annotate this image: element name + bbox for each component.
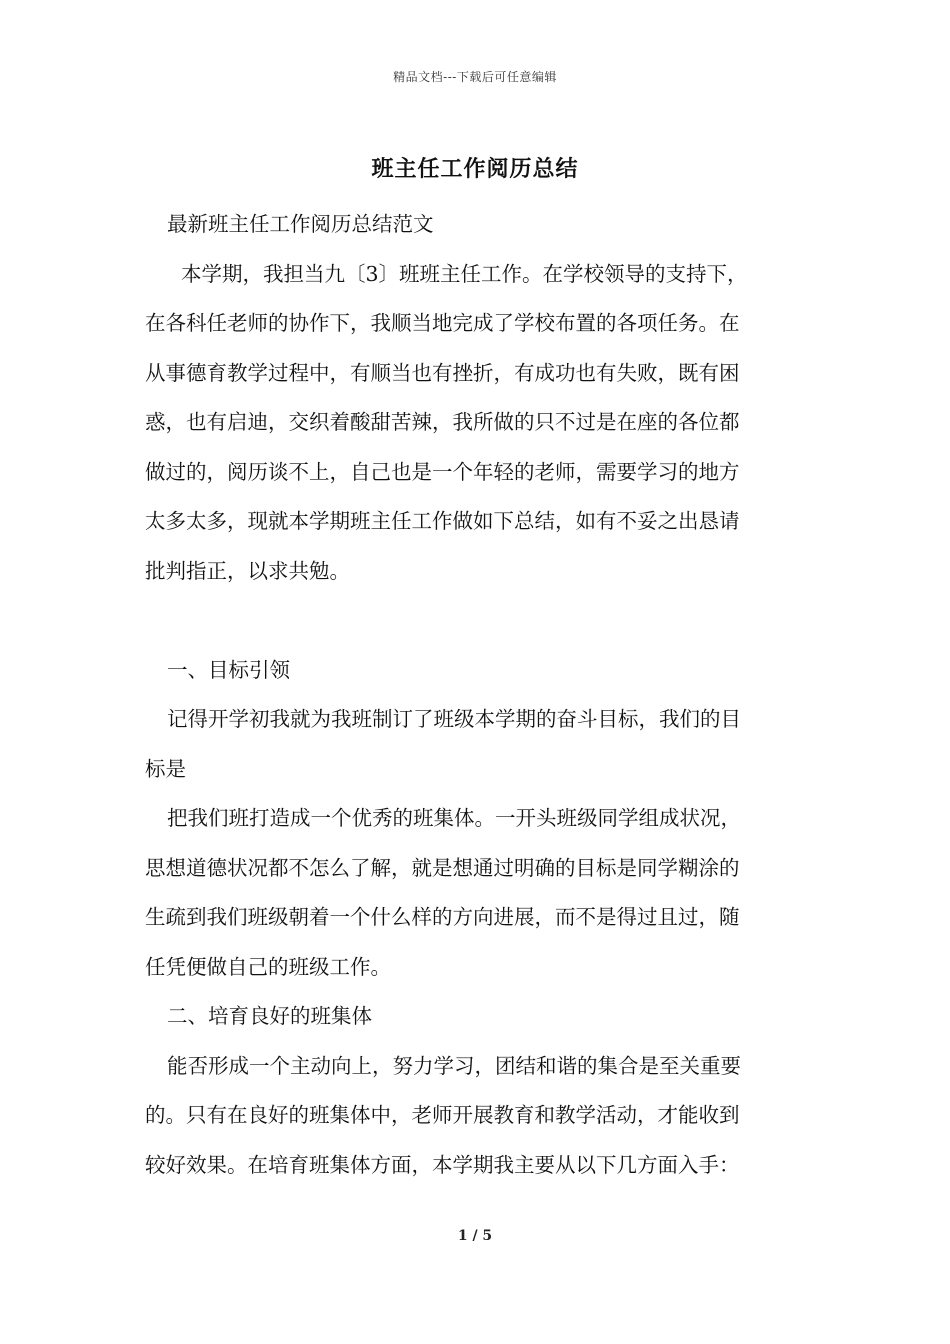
- paragraph-line: 在各科任老师的协作下，我顺当地完成了学校布置的各项任务。在: [145, 311, 740, 335]
- section-heading: 二、培育良好的班集体: [167, 1004, 372, 1028]
- paragraph-line: 从事德育教学过程中，有顺当也有挫折，有成功也有失败，既有困: [145, 360, 740, 385]
- document-subtitle: 最新班主任工作阅历总结范文: [167, 212, 434, 236]
- paragraph-line: 批判指正，以求共勉。: [145, 558, 350, 583]
- paragraph-line: 生疏到我们班级朝着一个什么样的方向进展，而不是得过且过，随: [145, 905, 740, 929]
- paragraph-line: 思想道德状况都不怎么了解，就是想通过明确的目标是同学糊涂的: [145, 855, 740, 880]
- paragraph-line: 任凭便做自己的班级工作。: [145, 954, 391, 979]
- paragraph-line: 本学期，我担当九〔3〕班班主任工作。在学校领导的支持下，: [181, 261, 748, 286]
- paragraph-line: 较好效果。在培育班集体方面，本学期我主要从以下几方面入手：: [145, 1152, 740, 1177]
- page-number: 1 / 5: [457, 1228, 493, 1244]
- document-title: 班主任工作阅历总结: [371, 156, 579, 182]
- paragraph-line: 做过的，阅历谈不上，自己也是一个年轻的老师，需要学习的地方: [145, 459, 740, 484]
- blank-line: [145, 596, 807, 646]
- paragraph-line: 标是: [145, 756, 186, 781]
- document-body: [145, 200, 807, 1190]
- section-heading: 一、目标引领: [167, 657, 290, 682]
- paragraph-line: 记得开学初我就为我班制订了班级本学期的奋斗目标，我们的目: [167, 707, 741, 731]
- paragraph-line: 把我们班打造成一个优秀的班集体。一开头班级同学组成状况，: [167, 806, 741, 830]
- paragraph-line: 能否形成一个主动向上，努力学习，团结和谐的集合是至关重要: [167, 1053, 741, 1078]
- paragraph-line: 太多太多，现就本学期班主任工作做如下总结，如有不妥之出恳请: [145, 509, 740, 533]
- paragraph-line: 惑，也有启迪，交织着酸甜苦辣，我所做的只不过是在座的各位都: [145, 410, 740, 434]
- page-header: 精品文档---下载后可任意编辑: [393, 70, 557, 84]
- paragraph-line: 的。只有在良好的班集体中，老师开展教育和教学活动，才能收到: [145, 1103, 740, 1127]
